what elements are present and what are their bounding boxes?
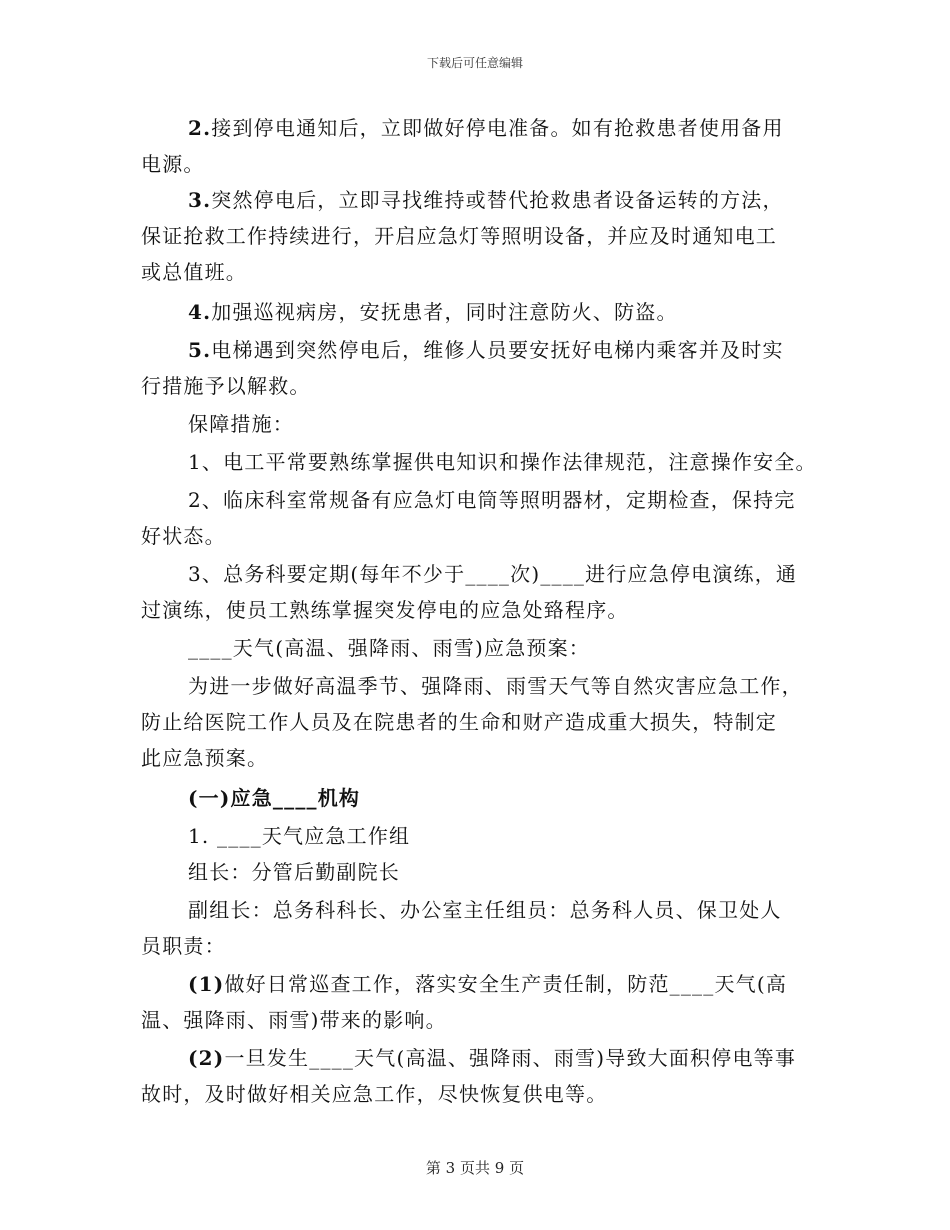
paragraph-line: 保证抢救工作持续进行，开启应急灯等照明设备，并应及时通知电工 xyxy=(141,224,777,248)
line-text: 加强巡视病房，安抚患者，同时注意防火、防盗。 xyxy=(211,300,678,324)
paragraph-line xyxy=(188,187,784,213)
line-text: 做好日常巡查工作，落实安全生产责任制，防范____天气(高 xyxy=(224,972,788,996)
item-number: 2. xyxy=(188,116,212,140)
paragraph-line: 防止给医院工作人员及在院患者的生命和财产造成重大损失，特制定 xyxy=(141,710,777,734)
paragraph-line xyxy=(188,1045,796,1071)
section-heading: (一)应急____机构 xyxy=(188,786,361,810)
paragraph-line: 员职责： xyxy=(141,934,226,958)
item-number: 5. xyxy=(188,338,212,362)
line-text: 突然停电后，立即寻找维持或替代抢救患者设备运转的方法， xyxy=(211,188,784,212)
item-number: 4. xyxy=(188,300,212,324)
item-number: (1) xyxy=(188,972,225,996)
section-heading: 保障措施： xyxy=(188,412,294,436)
paragraph-line: 副组长：总务科科长、办公室主任组员：总务科人员、保卫处人 xyxy=(188,898,782,922)
paragraph-line xyxy=(188,971,787,997)
paragraph-line: 好状态。 xyxy=(141,524,226,548)
line-text: 电梯遇到突然停电后，维修人员要安抚好电梯内乘客并及时实 xyxy=(211,338,784,362)
paragraph-line: 1、电工平常要熟练掌握供电知识和操作法律规范，注意操作安全。 xyxy=(188,450,817,474)
line-text: 接到停电通知后，立即做好停电准备。如有抢救患者使用备用 xyxy=(211,116,784,140)
paragraph-line xyxy=(188,115,784,141)
page-footer: 第 3 页共 9 页 xyxy=(425,1159,525,1177)
paragraph-line: 故时，及时做好相关应急工作，尽快恢复供电等。 xyxy=(141,1082,608,1106)
paragraph-line: 组长：分管后勤副院长 xyxy=(188,860,400,884)
paragraph-line xyxy=(188,337,784,363)
paragraph-line: 此应急预案。 xyxy=(141,746,269,770)
item-number: (2) xyxy=(188,1046,225,1070)
paragraph-line: 过演练，使员工熟练掌握突发停电的应急处臵程序。 xyxy=(141,598,629,622)
paragraph-line: 1. ____天气应急工作组 xyxy=(188,824,411,848)
paragraph-line xyxy=(188,299,678,325)
section-heading: ____天气(高温、强降雨、雨雪)应急预案： xyxy=(188,636,591,660)
paragraph-line: 2、临床科室常规备有应急灯电筒等照明器材，定期检查，保持完 xyxy=(188,488,796,512)
line-text: 一旦发生____天气(高温、强降雨、雨雪)导致大面积停电等事 xyxy=(224,1046,797,1070)
paragraph-line: 或总值班。 xyxy=(141,260,247,284)
paragraph-line: 为进一步做好高温季节、强降雨、雨雪天气等自然灾害应急工作， xyxy=(188,674,803,698)
paragraph-line: 温、强降雨、雨雪)带来的影响。 xyxy=(141,1008,447,1032)
paragraph-line: 电源。 xyxy=(141,152,205,176)
page-header: 下载后可任意编辑 xyxy=(426,56,523,70)
item-number: 3. xyxy=(188,188,212,212)
paragraph-line: 行措施予以解救。 xyxy=(141,374,311,398)
paragraph-line: 3、总务科要定期(每年不少于____次)____进行应急停电演练，通 xyxy=(188,562,798,586)
